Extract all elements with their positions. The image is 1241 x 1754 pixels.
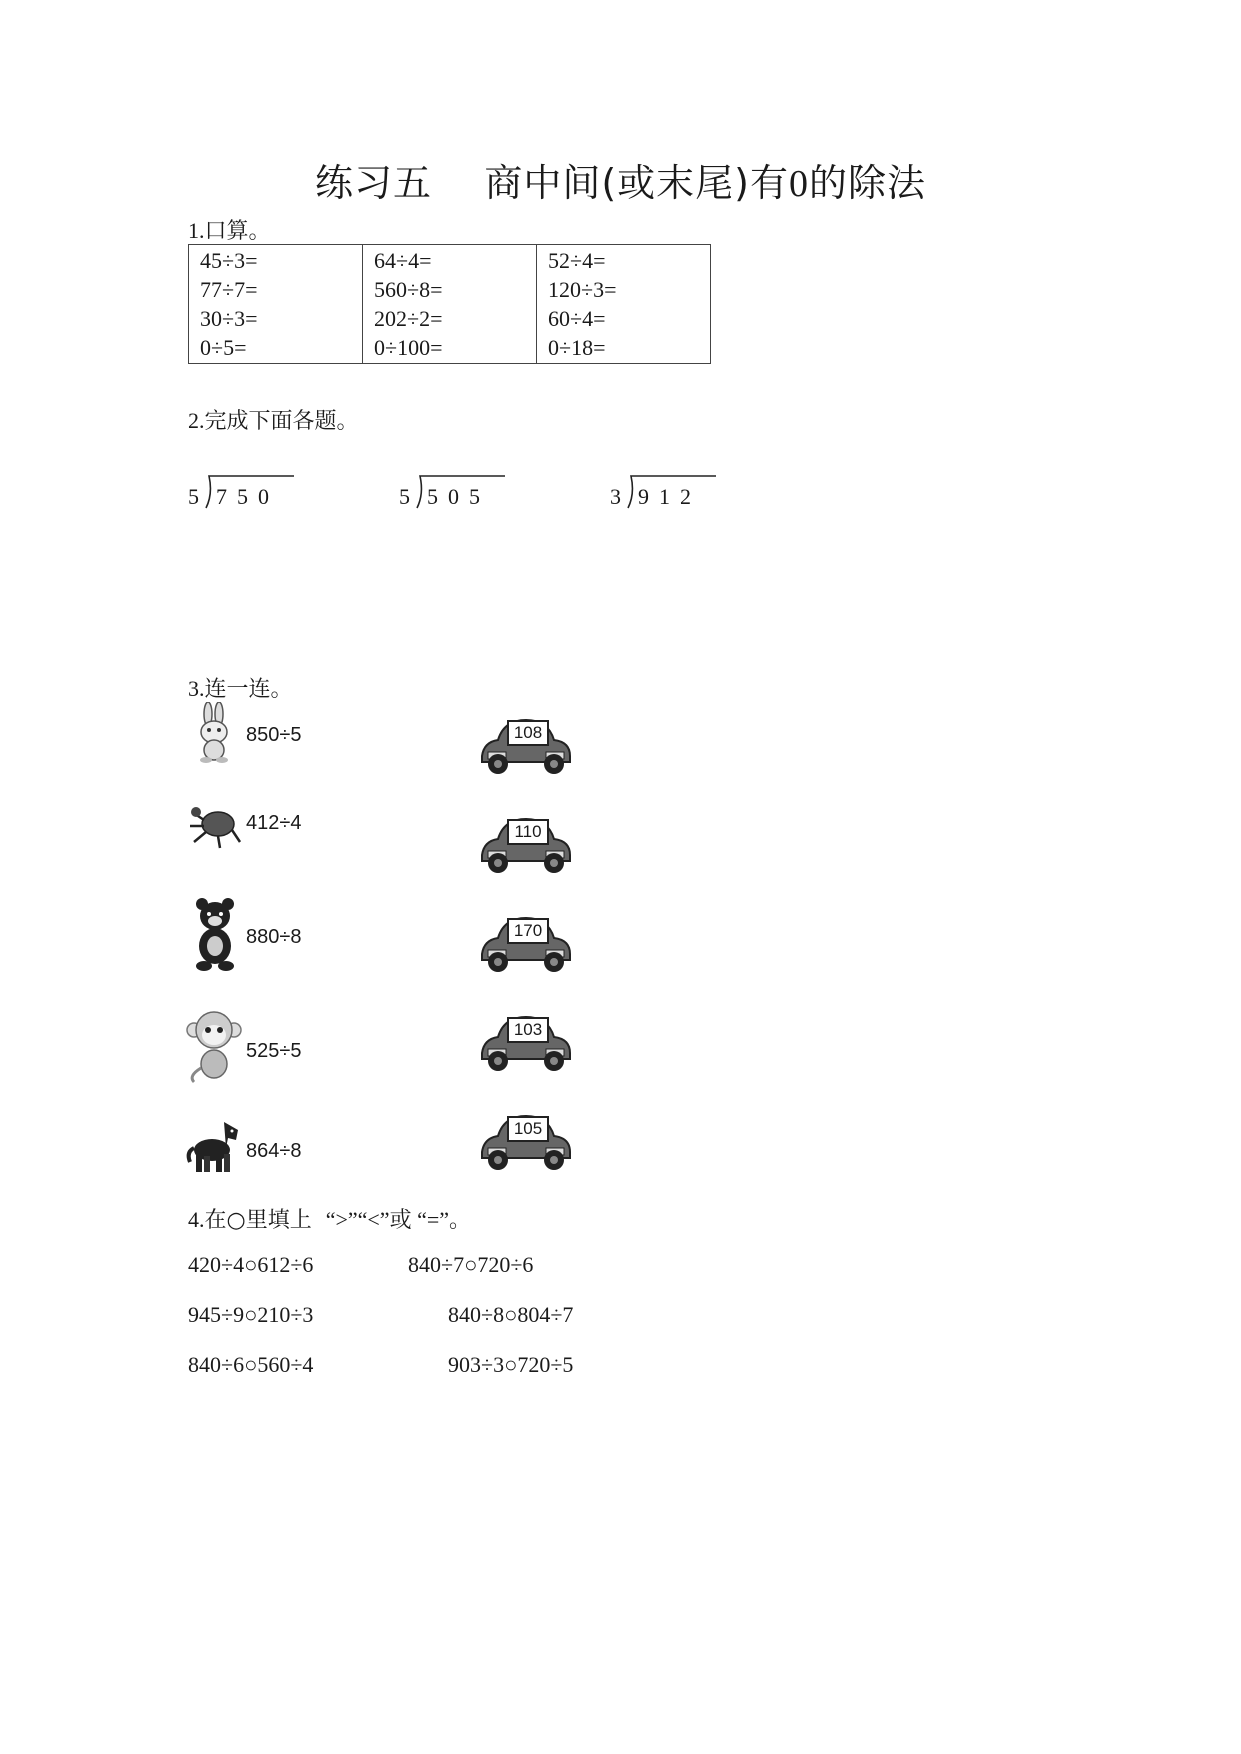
car-number: 105 bbox=[507, 1116, 549, 1142]
rabbit-icon bbox=[188, 702, 244, 764]
comparison-item: 903÷3○720÷5 bbox=[448, 1352, 574, 1377]
divisor: 3 bbox=[610, 484, 621, 509]
question-3-label: 连一连。 bbox=[204, 677, 293, 702]
car-number: 108 bbox=[507, 720, 549, 746]
long-division-1 bbox=[188, 470, 298, 510]
calc-item: 0÷100= bbox=[374, 335, 443, 360]
comparison-item: 840÷7○720÷6 bbox=[408, 1252, 534, 1277]
crab-icon bbox=[188, 800, 244, 850]
expression-880-div-8: 880÷8 bbox=[246, 926, 302, 948]
car-108 bbox=[478, 716, 574, 776]
dividend: 750 bbox=[216, 484, 279, 509]
title-prefix: 练习五 bbox=[314, 161, 432, 205]
car-110 bbox=[478, 815, 574, 875]
question-1-label: 口算。 bbox=[204, 219, 271, 244]
question-4-heading bbox=[188, 1203, 471, 1234]
question-2-heading bbox=[188, 404, 359, 435]
expression-412-div-4: 412÷4 bbox=[246, 812, 302, 834]
question-1-number: 1. bbox=[188, 218, 205, 243]
long-division-3 bbox=[610, 470, 720, 510]
calc-item: 77÷7= bbox=[200, 277, 258, 302]
car-170 bbox=[478, 914, 574, 974]
calc-item: 0÷5= bbox=[200, 335, 247, 360]
car-103 bbox=[478, 1013, 574, 1073]
calc-item: 60÷4= bbox=[548, 306, 606, 331]
calc-item: 64÷4= bbox=[374, 248, 432, 273]
question-2-label: 完成下面各题。 bbox=[204, 409, 359, 434]
comparison-item: 420÷4○612÷6 bbox=[188, 1252, 314, 1277]
divisor: 5 bbox=[188, 484, 199, 509]
mental-calc-table bbox=[188, 244, 711, 364]
question-4-symbols: “>”“<”或 “=”。 bbox=[325, 1207, 472, 1232]
calc-column-3 bbox=[537, 245, 711, 364]
dividend: 912 bbox=[638, 484, 701, 509]
calc-item: 202÷2= bbox=[374, 306, 443, 331]
calc-column-2 bbox=[363, 245, 537, 364]
calc-item: 560÷8= bbox=[374, 277, 443, 302]
calc-item: 52÷4= bbox=[548, 248, 606, 273]
question-3-number: 3. bbox=[188, 676, 205, 701]
question-4-number: 4. bbox=[188, 1207, 205, 1232]
car-105 bbox=[478, 1112, 574, 1172]
long-division-2 bbox=[399, 470, 509, 510]
question-2-number: 2. bbox=[188, 408, 205, 433]
comparison-item: 840÷8○804÷7 bbox=[448, 1302, 574, 1327]
calc-item: 45÷3= bbox=[200, 248, 258, 273]
page-title bbox=[0, 152, 1241, 207]
divisor: 5 bbox=[399, 484, 410, 509]
horse-icon bbox=[186, 1118, 242, 1176]
car-number: 110 bbox=[507, 819, 549, 845]
question-4-label: 在○里填上 bbox=[204, 1208, 312, 1233]
calc-item: 30÷3= bbox=[200, 306, 258, 331]
dividend: 505 bbox=[427, 484, 490, 509]
title-main: 商中间(或末尾)有 bbox=[484, 161, 789, 205]
car-number: 103 bbox=[507, 1017, 549, 1043]
question-1-heading bbox=[188, 214, 271, 245]
title-suffix: 的除法 bbox=[808, 161, 926, 205]
title-zero: 0 bbox=[788, 163, 809, 205]
calc-item: 120÷3= bbox=[548, 277, 617, 302]
monkey-icon bbox=[186, 1010, 244, 1084]
comparison-item: 945÷9○210÷3 bbox=[188, 1302, 314, 1327]
comparison-item: 840÷6○560÷4 bbox=[188, 1352, 314, 1377]
expression-864-div-8: 864÷8 bbox=[246, 1140, 302, 1162]
bear-icon bbox=[190, 896, 242, 972]
expression-850-div-5: 850÷5 bbox=[246, 724, 302, 746]
question-3-heading bbox=[188, 672, 293, 703]
expression-525-div-5: 525÷5 bbox=[246, 1040, 302, 1062]
calc-item: 0÷18= bbox=[548, 335, 606, 360]
calc-column-1 bbox=[189, 245, 363, 364]
car-number: 170 bbox=[507, 918, 549, 944]
